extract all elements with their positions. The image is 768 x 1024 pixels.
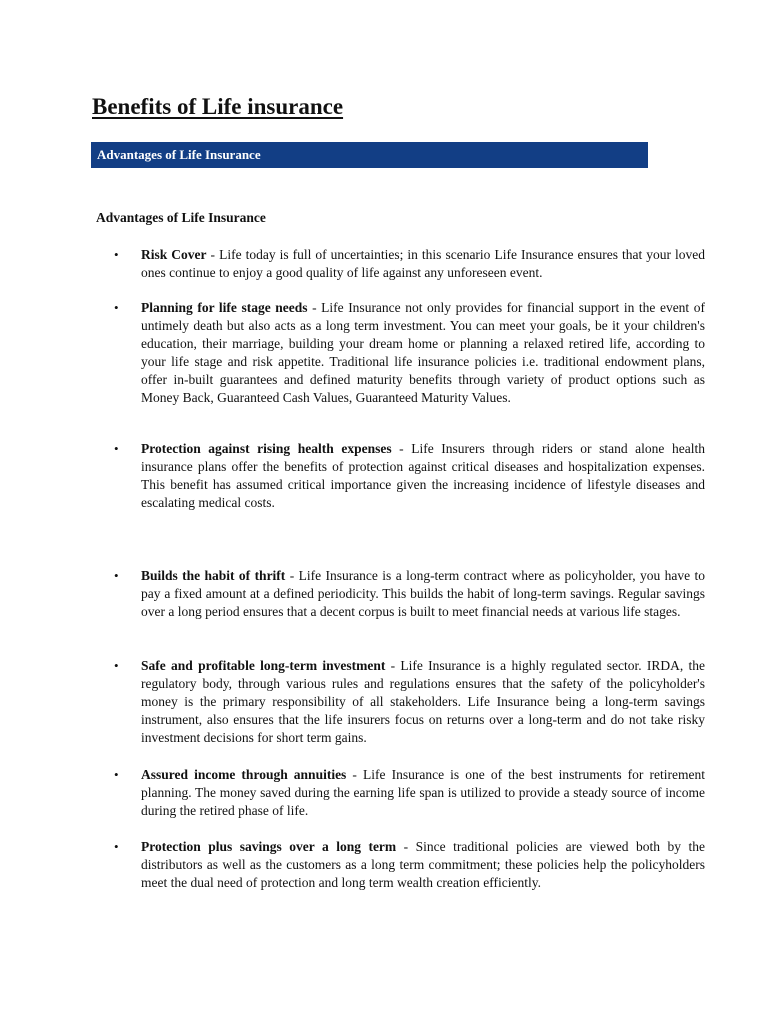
item-text: - Life Insurance is a highly regulated sector. IRDA, the regulatory body, through various rules and regulations ensures that the safety of the policyholder's money is the primary responsibility of all stakeholders. Life Insurance being a long-term savings instrument, also ensures that the life insurers focus on returns over a long-term and do not take risky investment decisions for short term gains. xyxy=(141,658,706,745)
item-term: Protection against rising health expenses xyxy=(141,441,392,456)
item-text: - Since traditional policies are viewed both by the distributors as well as the customers as a long term commitment; these policies help the policyholders meet the dual need of protection and long term wealth creation efficiently. xyxy=(141,839,705,890)
item-term: Safe and profitable long-term investment xyxy=(141,658,386,673)
item-text: - Life Insurers through riders or stand alone health insurance plans offer the benefits of protection against critical diseases and hospitalization expenses. This benefit has assumed critical importance given the increasing incidence of lifestyle diseases and escalating medical costs. xyxy=(141,441,705,510)
page-title: Benefits of Life insurance xyxy=(92,94,344,119)
item-term: Planning for life stage needs xyxy=(141,300,308,315)
list-item-health-expenses xyxy=(114,440,705,512)
bullet-icon: • xyxy=(114,441,119,456)
item-text: - Life Insurance is one of the best instruments for retirement planning. The money saved during the earning life span is utilized to provide a steady source of income during the retired phase of life. xyxy=(141,767,705,818)
list-item-habit-of-thrift xyxy=(114,567,705,621)
item-term: Builds the habit of thrift xyxy=(141,568,286,583)
bullet-icon: • xyxy=(114,300,119,315)
item-term: Risk Cover xyxy=(141,247,207,262)
section-banner: Advantages of Life Insurance xyxy=(91,142,648,168)
item-term: Assured income through annuities xyxy=(141,767,347,782)
item-text: - Life Insurance not only provides for financial support in the event of untimely death but also acts as a long term investment. You can meet your goals, be it your children's education, their marriage, building your dream home or planning a relaxed retired life, according to your life stage and risk appetite. Traditional life insurance policies i.e. traditional endowment plans, offer in-built guarantees and defined maturity benefits through variety of product options such as Money Back, Guaranteed Cash Values, Guaranteed Maturity Values. xyxy=(141,300,705,405)
list-item-annuities xyxy=(114,766,705,820)
bullet-icon: • xyxy=(114,839,119,854)
item-term: Protection plus savings over a long term xyxy=(141,839,397,854)
list-item-long-term-investment xyxy=(114,657,706,747)
bullet-icon: • xyxy=(114,658,119,673)
item-text: - Life Insurance is a long-term contract where as policyholder, you have to pay a fixed amount at a defined periodicity. This builds the habit of long-term savings. Regular savings over a long period ensures that a decent corpus is built to meet financial needs at various life stages. xyxy=(141,568,705,619)
list-item-risk-cover xyxy=(114,246,705,282)
bullet-icon: • xyxy=(114,568,119,583)
list-item-life-stage-needs xyxy=(114,299,705,407)
section-subheading: Advantages of Life Insurance xyxy=(96,210,266,225)
bullet-icon: • xyxy=(114,767,119,782)
list-item-protection-plus-savings xyxy=(114,838,705,892)
bullet-icon: • xyxy=(114,247,119,262)
item-text: - Life today is full of uncertainties; in this scenario Life Insurance ensures that your loved ones continue to enjoy a good quality of life against any unforeseen event. xyxy=(141,247,705,280)
